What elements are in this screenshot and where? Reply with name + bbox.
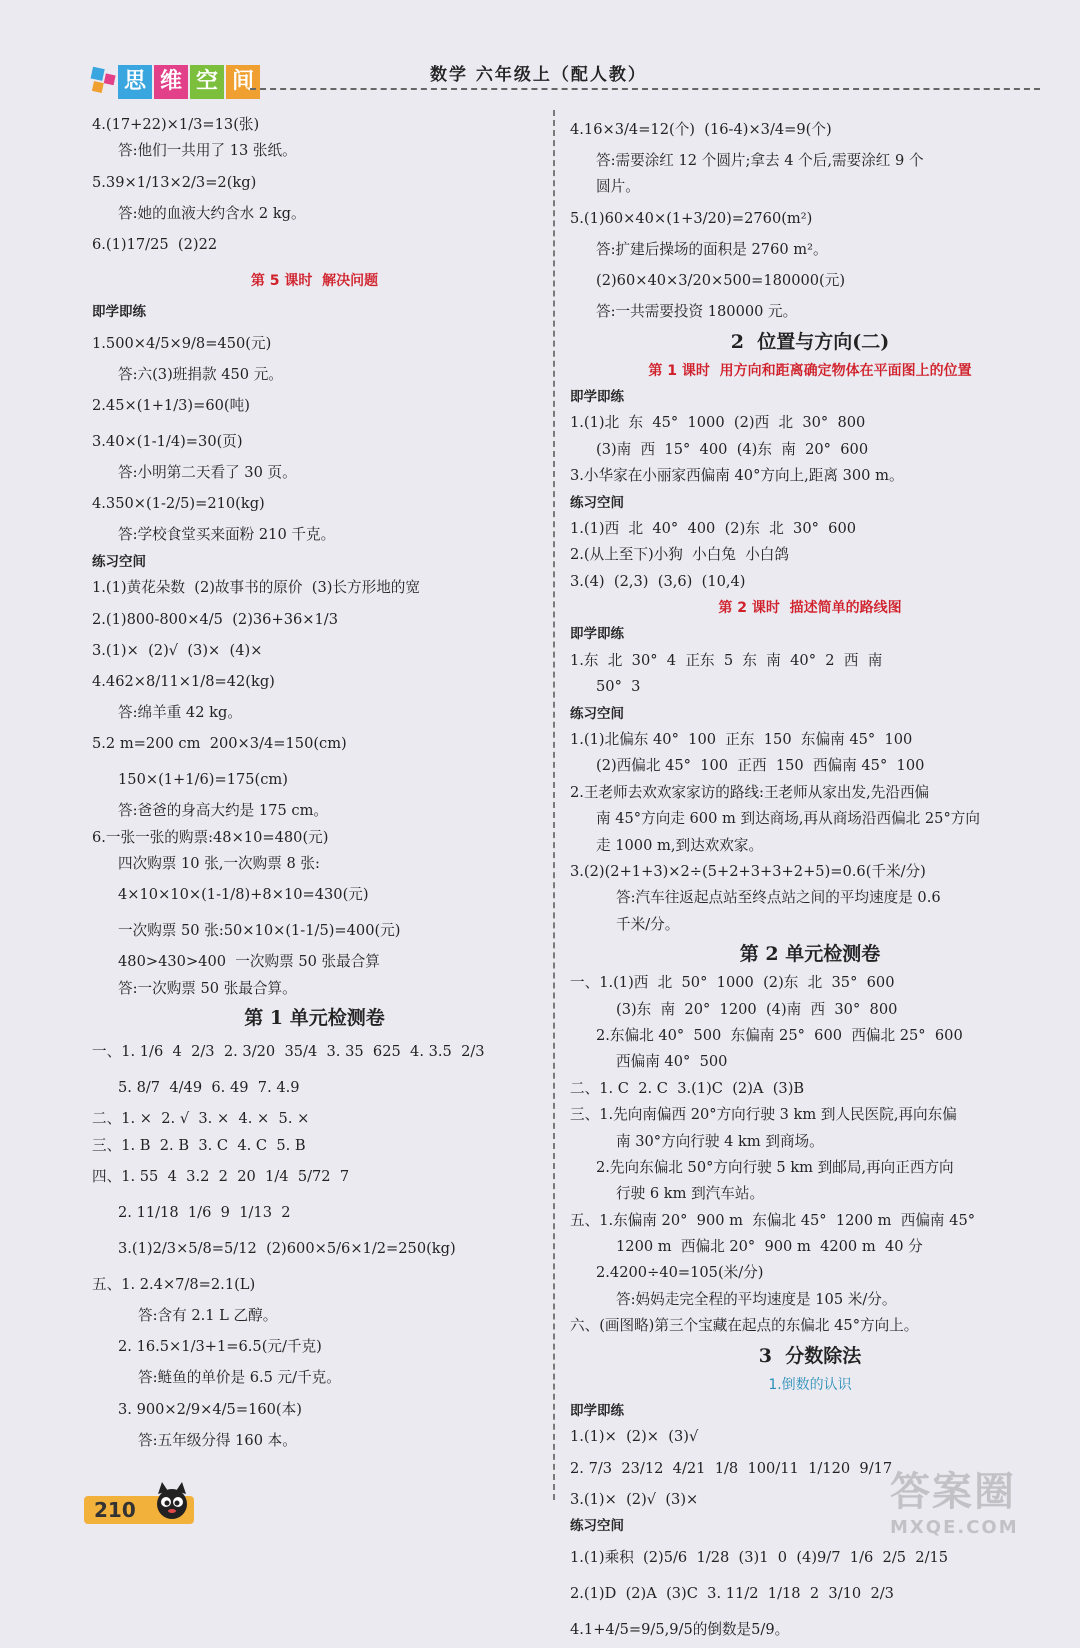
lesson-heading: 1.倒数的认识 [768,1376,852,1393]
cat-mascot-icon [150,1478,194,1522]
text-line: 4.462×8/11×1/8=42(kg) [92,672,275,690]
unit-heading: 3 分数除法 [758,1344,862,1367]
text-line: 1.(1)乘积 (2)5/6 1/28 (3)1 0 (4)9/7 1/6 2/5 2/15 [570,1548,949,1566]
text-line: 三、1. B 2. B 3. C 4. C 5. B [92,1136,306,1154]
watermark [890,1460,1060,1550]
text-line: 3.(2)(2+1+3)×2÷(5+2+3+3+2+5)=0.6(千米/分) [570,862,926,880]
text-line: 答:汽车往返起点站至终点站之间的平均速度是 0.6 [616,889,941,907]
text-line: 4.1+4/5=9/5,9/5的倒数是5/9。 [570,1620,790,1638]
text-line: 50° 3 [596,678,641,696]
unit-test-heading: 第 1 单元检测卷 [244,1007,385,1030]
text-line: 一、1.(1)西 北 50° 1000 (2)东 北 35° 600 [570,974,895,992]
text-line: 答:扩建后操场的面积是 2760 m²。 [596,240,828,258]
section-label: 即学即练 [92,304,146,321]
text-line: 2.王老师去欢欢家家访的路线:王老师从家出发,先沿西偏 [570,783,930,801]
header-rule [250,88,1040,90]
text-line: 3. 900×2/9×4/5=160(本) [118,1400,302,1418]
text-line: 6.(1)17/25 (2)22 [92,236,218,254]
text-line: 4.350×(1-2/5)=210(kg) [92,495,265,513]
text-line: 1.500×4/5×9/8=450(元) [92,334,272,352]
text-line: 2. 11/18 1/6 9 1/13 2 [118,1204,291,1222]
text-line: 答:爸爸的身高大约是 175 cm。 [118,802,328,820]
section-label: 即学即练 [570,388,624,405]
text-line: 3.小华家在小丽家西偏南 40°方向上,距离 300 m。 [570,467,904,485]
text-line: 1.(1)北 东 45° 1000 (2)西 北 30° 800 [570,414,866,432]
text-line: 四、1. 55 4 3.2 2 20 1/4 5/72 7 [92,1168,350,1186]
text-line: 2.45×(1+1/3)=60(吨) [92,396,250,414]
text-line: 2. 7/3 23/12 4/21 1/8 100/11 1/120 9/17 [570,1459,893,1477]
text-line: 1200 m 西偏北 20° 900 m 4200 m 40 分 [616,1238,923,1256]
text-line: 4.16×3/4=12(个) (16-4)×3/4=9(个) [570,121,832,138]
text-line: 五、1.东偏南 20° 900 m 东偏北 45° 1200 m 西偏南 45° [570,1211,976,1229]
text-line: 6.一张一张的购票:48×10=480(元) [92,828,329,846]
series-logo [90,62,262,102]
text-line: 答:她的血液大约含水 2 kg。 [118,204,306,222]
text-line: 答:学校食堂买来面粉 210 千克。 [118,526,336,544]
section-label: 练习空间 [92,553,146,570]
text-line: 南 30°方向行驶 4 km 到商场。 [616,1132,824,1150]
text-line: 圆片。 [596,178,640,196]
text-line: 千米/分。 [616,915,680,933]
text-line: 3.40×(1-1/4)=30(页) [92,432,243,450]
text-line: 西偏南 40° 500 [616,1053,728,1071]
text-line: 1.东 北 30° 4 正东 5 东 南 40° 2 西 南 [570,651,883,669]
lesson-heading: 第 5 课时 解决问题 [250,273,379,290]
text-line: 2.(从上至下)小狗 小白兔 小白鸽 [570,546,789,564]
text-line: 走 1000 m,到达欢欢家。 [596,836,764,854]
text-line: 2. 16.5×1/3+1=6.5(元/千克) [118,1338,322,1356]
watermark-url: MXQE.COM [890,1517,1019,1538]
text-line: 5.2 m=200 cm 200×3/4=150(cm) [92,735,347,753]
section-label: 练习空间 [570,494,624,511]
text-line: (3)南 西 15° 400 (4)东 南 20° 600 [596,440,869,458]
text-line: 二、1. × 2. √ 3. × 4. × 5. × [92,1110,310,1128]
page-header-title: 数学 六年级上（配人教） [430,65,647,85]
text-line: 5. 8/7 4/49 6. 49 7. 4.9 [118,1079,300,1097]
text-line: 1.(1)× (2)× (3)√ [570,1428,699,1446]
text-line: 答:小明第二天看了 30 页。 [118,463,297,481]
logo-squares-icon [88,67,119,98]
text-line: 五、1. 2.4×7/8=2.1(L) [92,1276,256,1294]
text-line: 3.(1)× (2)√ (3)× [570,1490,699,1508]
text-line: (3)东 南 20° 1200 (4)南 西 30° 800 [616,1000,898,1018]
text-line: 南 45°方向走 600 m 到达商场,再从商场沿西偏北 25°方向 [596,810,980,828]
left-column [92,112,537,1454]
unit-heading: 2 位置与方向(二) [730,330,890,353]
text-line: 答:绵羊重 42 kg。 [118,703,242,721]
text-line: 2.(1)800-800×4/5 (2)36+36×1/3 [92,610,338,628]
text-line: 答:鲢鱼的单价是 6.5 元/千克。 [138,1369,341,1387]
watermark-title: 答案圈 [890,1469,1016,1515]
text-line: 三、1.先向南偏西 20°方向行驶 3 km 到人民医院,再向东偏 [570,1106,957,1124]
text-line: 答:一次购票 50 张最合算。 [118,979,297,997]
text-line: 1.(1)黄花朵数 (2)故事书的原价 (3)长方形地的宽 [92,579,420,597]
column-divider [553,110,555,1500]
text-line: 3.(4) (2,3) (3,6) (10,4) [570,572,746,590]
logo-char: 维 [154,65,188,99]
right-column [570,112,1050,1648]
logo-char: 空 [190,65,224,99]
text-line: 六、(画图略)第三个宝藏在起点的东偏北 45°方向上。 [570,1317,919,1335]
lesson-heading: 第 1 课时 用方向和距离确定物体在平面图上的位置 [648,362,972,379]
page-number: 210 [94,1498,136,1522]
text-line: 行驶 6 km 到汽车站。 [616,1185,765,1203]
text-line: 答:一共需要投资 180000 元。 [596,303,798,321]
lesson-heading: 第 2 课时 描述简单的路线图 [718,600,902,617]
text-line: 4.(17+22)×1/3=13(张) [92,116,260,133]
text-line: 答:他们一共用了 13 张纸。 [118,142,297,160]
unit-test-heading: 第 2 单元检测卷 [739,943,881,966]
text-line: 3.(1)× (2)√ (3)× (4)× [92,641,263,659]
text-line: 2.(1)D (2)A (3)C 3. 11/2 1/18 2 3/10 2/3 [570,1584,894,1602]
text-line: 二、1. C 2. C 3.(1)C (2)A (3)B [570,1079,805,1097]
text-line: 答:五年级分得 160 本。 [138,1431,297,1449]
text-line: 5.39×1/13×2/3=2(kg) [92,173,257,191]
text-line: 2.4200÷40=105(米/分) [596,1264,764,1282]
logo-char: 思 [118,65,152,99]
text-line: 3.(1)2/3×5/8=5/12 (2)600×5/6×1/2=250(kg) [118,1240,456,1258]
section-label: 即学即练 [570,1403,624,1420]
text-line: 答:含有 2.1 L 乙醇。 [138,1307,278,1325]
text-line: 150×(1+1/6)=175(cm) [118,771,288,789]
text-line: 答:需要涂红 12 个圆片;拿去 4 个后,需要涂红 9 个 [596,152,924,169]
section-label: 练习空间 [570,705,624,722]
text-line: 2.先向东偏北 50°方向行驶 5 km 到邮局,再向正西方向 [596,1158,954,1176]
text-line: 1.(1)北偏东 40° 100 正东 150 东偏南 45° 100 [570,731,913,749]
logo-char: 间 [226,65,260,99]
section-label: 练习空间 [570,1518,624,1535]
text-line: 答:妈妈走完全程的平均速度是 105 米/分。 [616,1290,897,1308]
text-line: 480>430>400 一次购票 50 张最合算 [118,953,380,971]
text-line: 一次购票 50 张:50×10×(1-1/5)=400(元) [118,922,401,940]
text-line: 一、1. 1/6 4 2/3 2. 3/20 35/4 3. 35 625 4. 3.5 2/3 [92,1043,485,1061]
text-line: 四次购票 10 张,一次购票 8 张: [118,855,320,873]
text-line: (2)西偏北 45° 100 正西 150 西偏南 45° 100 [596,757,925,775]
text-line: 5.(1)60×40×(1+3/20)=2760(m²) [570,209,813,227]
text-line: (2)60×40×3/20×500=180000(元) [596,272,846,290]
text-line: 2.东偏北 40° 500 东偏南 25° 600 西偏北 25° 600 [596,1026,963,1044]
text-line: 1.(1)西 北 40° 400 (2)东 北 30° 600 [570,519,857,537]
text-line: 答:六(3)班捐款 450 元。 [118,365,283,383]
section-label: 即学即练 [570,626,624,643]
text-line: 4×10×10×(1-1/8)+8×10=430(元) [118,886,369,904]
